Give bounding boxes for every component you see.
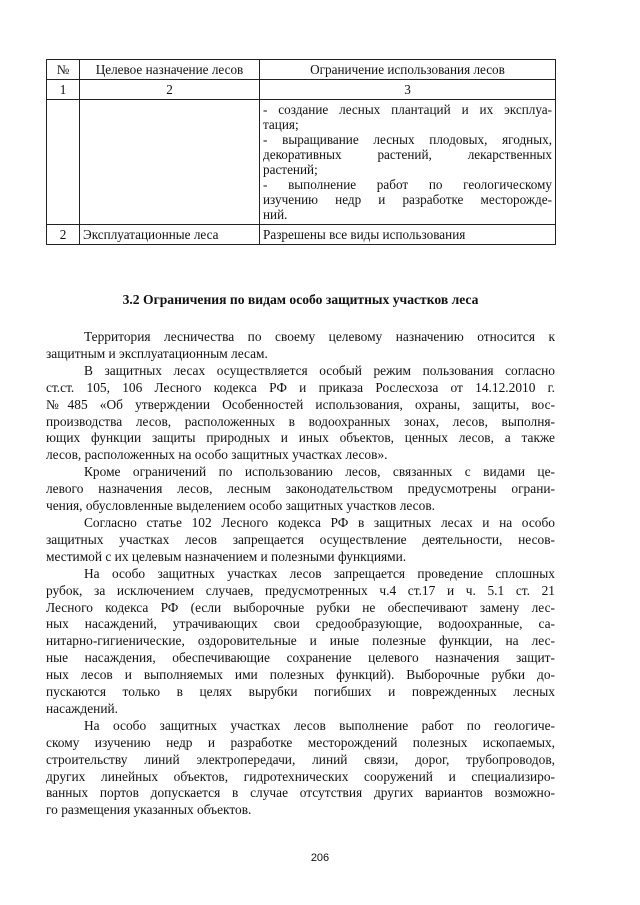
body-text (46, 329, 555, 819)
section-title: 3.2 Ограничения по видам особо защитных участков леса (122, 292, 479, 307)
text-line: чения, обусловленные выделением особо защитных участков лесов. (46, 498, 435, 514)
text-line: местимой с их целевым назначением и полезными функциями. (46, 548, 407, 564)
page-number: 206 (310, 852, 330, 864)
row-number: 2 (47, 225, 80, 245)
row-restriction (260, 100, 556, 225)
restrictions-table (46, 59, 556, 245)
paragraph (46, 464, 555, 515)
text-line: ные насаждения, обеспечивающие сохранение целевого назначения защит- (46, 650, 555, 666)
row-restriction (260, 225, 556, 245)
paragraph (46, 363, 555, 464)
text-line: защитным и эксплуатационным лесам. (46, 345, 268, 361)
paragraph (46, 566, 555, 718)
text-line: лесов, расположенных на особо защитных участках лесов». (46, 447, 388, 463)
row-purpose (80, 100, 260, 225)
column-number: 3 (260, 80, 556, 100)
restriction-line: тация; (263, 117, 299, 132)
restriction-line: растений; (263, 162, 318, 177)
paragraph (46, 515, 555, 566)
text-line: На особо защитных участках лесов запрещается проведение сплошных (84, 565, 555, 581)
text-line: ющих функции защиты природных и иных объектов, ценных лесов, а также (46, 430, 555, 446)
table-header-row (47, 60, 556, 80)
text-line: го размещения указанных объектов. (46, 802, 252, 818)
paragraph (46, 329, 555, 363)
text-line: ванных портов допускается в случае отсутствия других вариантов возможно- (46, 785, 555, 801)
restriction-line: декоративных растений, лекарственных (263, 147, 552, 162)
table-column-numbers-row (47, 80, 556, 100)
row-number (47, 100, 80, 225)
text-line: ных лесов и выполняемых ими полезных функций). Выборочные рубки до- (46, 667, 555, 683)
column-number: 1 (47, 80, 80, 100)
text-line: насаждений. (46, 700, 119, 716)
restriction-line: ний. (263, 207, 288, 222)
text-line: ных насаждений, утрачивающих свои средообразующие, водоохранные, са- (46, 616, 555, 632)
table-row (47, 225, 556, 245)
restriction-line: - выращивание лесных плодовых, ягодных, (263, 132, 552, 147)
text-line: Кроме ограничений по использованию лесов, связанных с видами це- (84, 464, 555, 480)
text-line: производства лесов, расположенных в водоохранных зонах, лесов, выполня- (46, 413, 555, 429)
text-line: скому изучению недр и разработке месторождений полезных ископаемых, (46, 734, 555, 750)
text-line: нитарно-гигиенические, оздоровительные и иные полезные функции, на лес- (46, 633, 555, 649)
restriction-line: Разрешены все виды использования (263, 227, 466, 242)
text-line: других линейных объектов, гидротехнических сооружений и специализиро- (46, 768, 555, 784)
text-line: Лесного кодекса РФ (если выборочные рубки не обеспечивают замену лес- (46, 599, 555, 615)
text-line: Согласно статье 102 Лесного кодекса РФ в защитных лесах и на особо (84, 514, 555, 530)
text-line: №485 «Об утверждении Особенностей использования, охраны, защиты, вос- (46, 396, 555, 412)
text-line: На особо защитных участках лесов выполнение работ по геологиче- (84, 717, 555, 733)
text-line: строительству линий электропередачи, линий связи, дорог, трубопроводов, (46, 751, 555, 767)
header-restriction: Ограничение использования лесов (260, 60, 556, 80)
text-line: В защитных лесах осуществляется особый режим пользования согласно (84, 362, 555, 378)
text-line: защитных участках лесов запрещается осуществление деятельности, несов- (46, 531, 555, 547)
column-number: 2 (80, 80, 260, 100)
table-row (47, 100, 556, 225)
text-line: ст.ст. 105, 106 Лесного кодекса РФ и приказа Рослесхоза от 14.12.2010 г. (46, 379, 555, 395)
header-purpose: Целевое назначение лесов (80, 60, 260, 80)
text-line: рубок, за исключением случаев, предусмотренных ч.4 ст.17 и ч. 5.1 ст. 21 (46, 582, 555, 598)
row-purpose: Эксплуатационные леса (80, 225, 260, 245)
restriction-line: - выполнение работ по геологическому (263, 177, 552, 192)
text-line: Территория лесничества по своему целевому назначению относится к (84, 329, 555, 344)
restriction-line: - создание лесных плантаций и их эксплуа- (263, 102, 552, 117)
header-number: № (47, 60, 80, 80)
text-line: пускаются только в целях вырубки погибших и поврежденных лесных (46, 684, 555, 700)
restriction-line: изучению недр и разработке месторожде- (263, 192, 552, 207)
text-line: левого назначения лесов, лесным законодательством предусмотрены ограни- (46, 481, 555, 497)
paragraph (46, 718, 555, 819)
